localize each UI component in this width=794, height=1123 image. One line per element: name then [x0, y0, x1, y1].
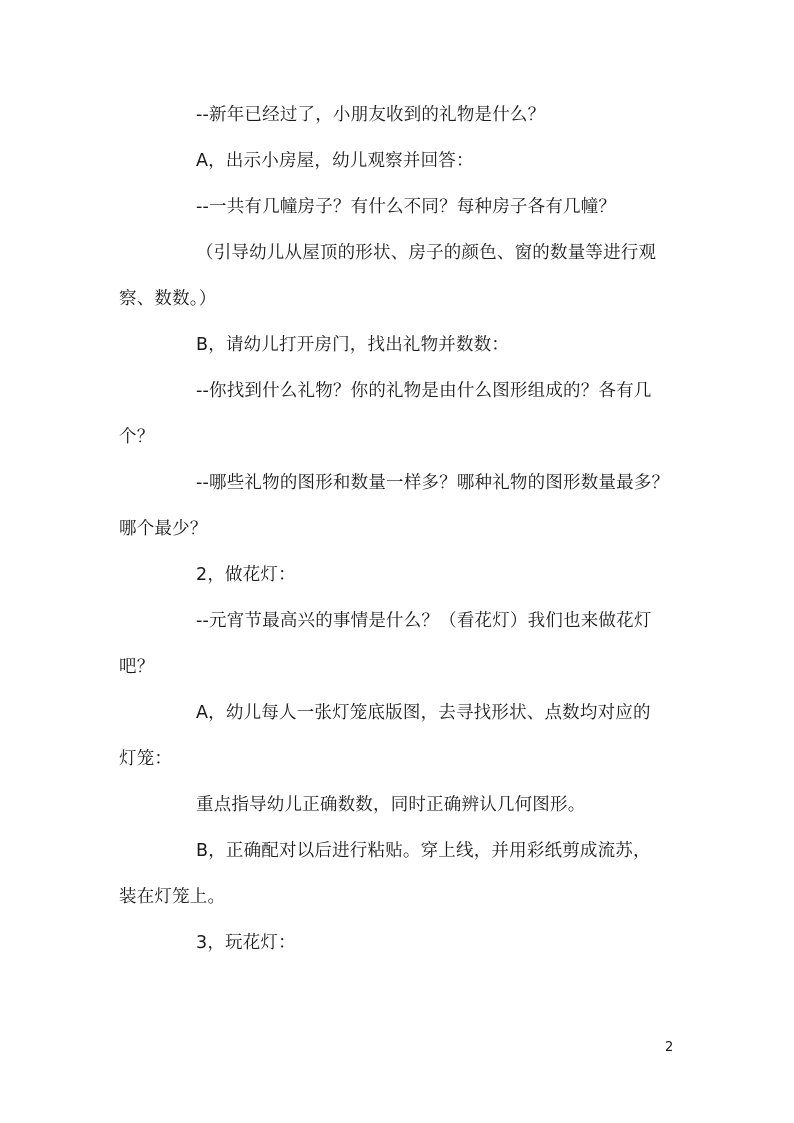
- page-number: 2: [665, 1040, 674, 1055]
- text-line: A，幼儿每人一张灯笼底版图，去寻找形状、点数均对应的: [196, 703, 651, 723]
- text-line: 吧？: [119, 657, 155, 677]
- text-line: B，正确配对以后进行粘贴。穿上线，并用彩纸剪成流苏，: [196, 841, 651, 861]
- text-line: --元宵节最高兴的事情是什么？（看花灯）我们也来做花灯: [196, 611, 652, 631]
- text-line: 2，做花灯：: [196, 565, 296, 585]
- text-line: --你找到什么礼物？你的礼物是由什么图形组成的？各有几: [196, 381, 652, 401]
- text-line: 装在灯笼上。: [119, 887, 226, 907]
- text-line: --哪些礼物的图形和数量一样多？哪种礼物的图形数量最多？: [196, 473, 670, 493]
- text-line: B，请幼儿打开房门，找出礼物并数数：: [196, 335, 510, 355]
- text-line: 重点指导幼儿正确数数，同时正确辨认几何图形。: [196, 795, 586, 815]
- text-line: --新年已经过了，小朋友收到的礼物是什么？: [196, 105, 546, 125]
- text-line: 灯笼：: [119, 749, 173, 769]
- text-line: --一共有几幢房子？有什么不同？每种房子各有几幢？: [196, 197, 617, 217]
- text-line: （引导幼儿从屋顶的形状、房子的颜色、窗的数量等进行观: [196, 243, 657, 263]
- document-body: [119, 92, 689, 966]
- text-line: 个？: [119, 427, 155, 447]
- text-line: A，出示小房屋，幼儿观察并回答：: [196, 151, 474, 171]
- text-line: 哪个最少？: [119, 519, 208, 539]
- text-line: 3，玩花灯：: [196, 933, 296, 953]
- text-line: 察、数数。）: [119, 289, 217, 309]
